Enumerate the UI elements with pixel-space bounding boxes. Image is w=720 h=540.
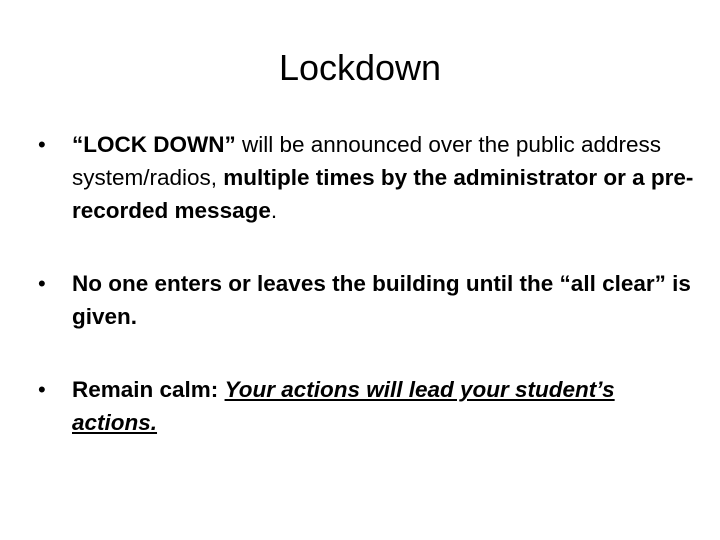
slide-title: Lockdown xyxy=(278,47,442,88)
bullet-item-building xyxy=(38,267,698,333)
remain-calm-lead: Remain calm: xyxy=(72,377,225,402)
building-text: No one enters or leaves the building until the “all clear” is given. xyxy=(72,271,691,329)
bullet-item-announcement xyxy=(38,128,698,227)
announcement-emphasis: multiple times by the administrator or a pre-recorded message xyxy=(72,165,694,223)
bullet-marker: • xyxy=(38,271,46,296)
remain-calm-emphasis: Your actions will lead your student’s actions. xyxy=(72,377,615,435)
bullet-marker: • xyxy=(38,132,46,157)
bullet-list xyxy=(38,128,698,439)
bullet-marker: • xyxy=(38,377,46,402)
announcement-text: will be announced over the public address system/radios, xyxy=(72,132,662,190)
lockdown-quote: “LOCK DOWN” xyxy=(72,132,236,157)
announcement-period: . xyxy=(270,198,278,223)
bullet-item-remain-calm xyxy=(38,373,698,439)
